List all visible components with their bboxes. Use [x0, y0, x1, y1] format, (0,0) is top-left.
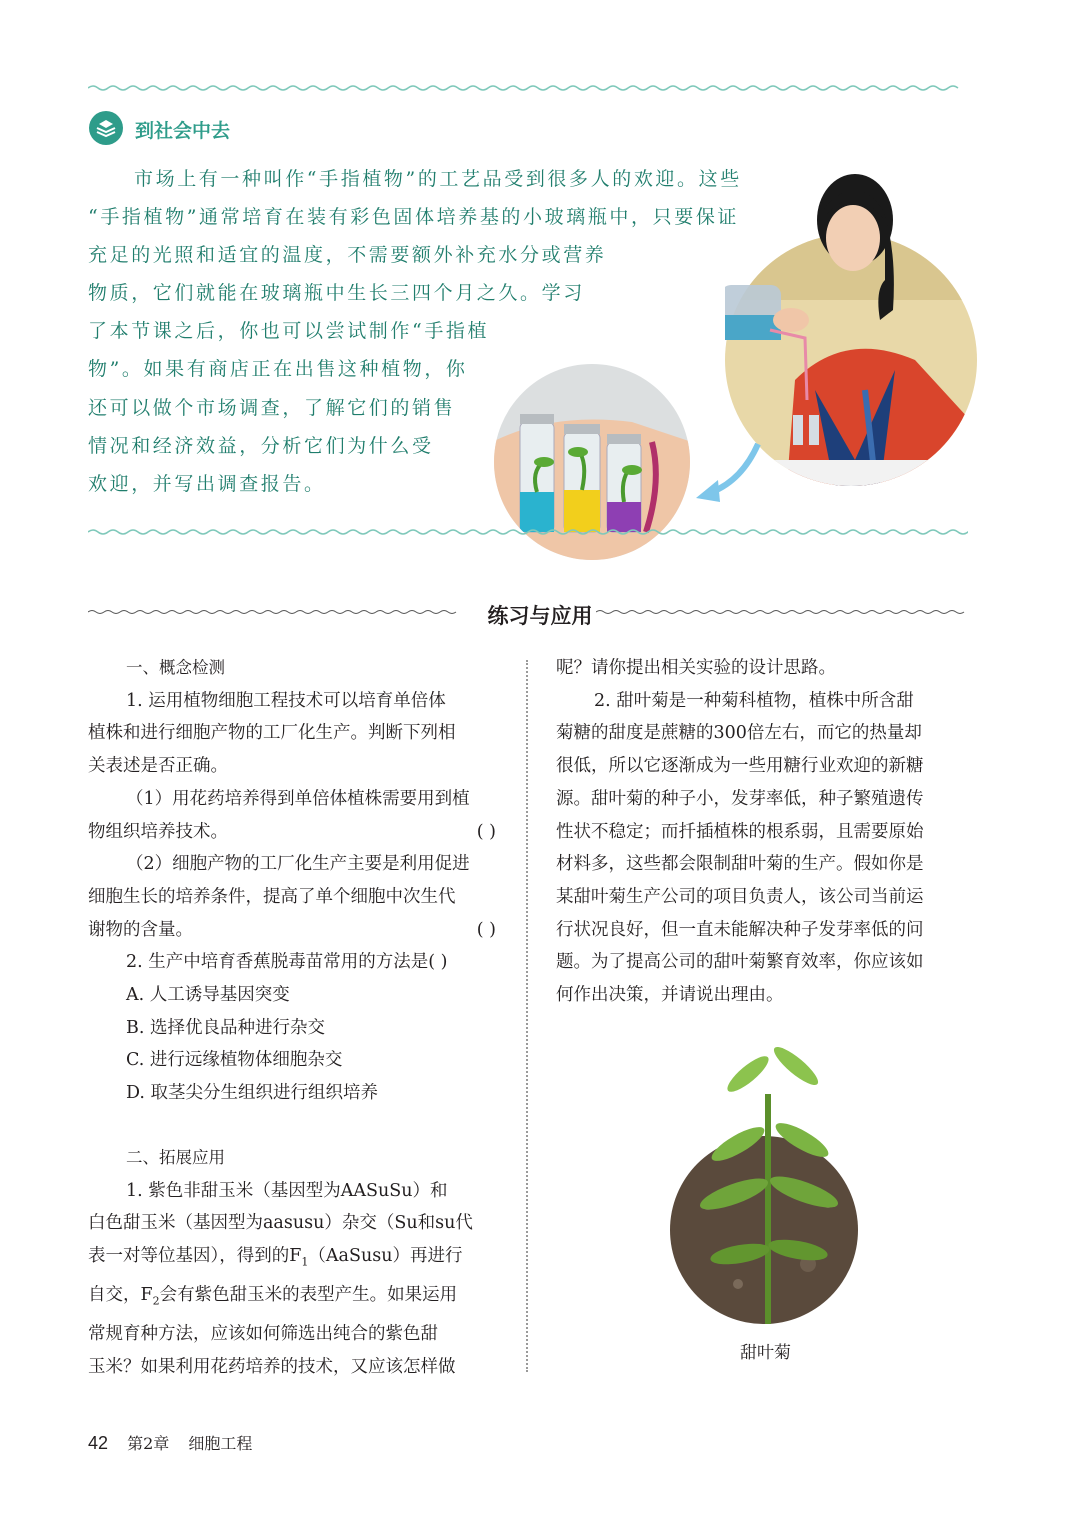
page-number: 42 [88, 1433, 109, 1453]
subscript: 1 [301, 1255, 309, 1269]
question-line: 某甜叶菊生产公司的项目负责人，该公司当前运 [556, 886, 924, 907]
chapter-title: 细胞工程 [188, 1434, 253, 1453]
exercise-title: 练习与应用 [487, 604, 593, 628]
question-line: 2. 甜叶菊是一种菊科植物，植株中所含甜 [594, 690, 914, 711]
page-footer [88, 1431, 252, 1454]
exercise-right-column [556, 652, 968, 1012]
question-text: 会有紫色甜玉米的表型产生。如果运用 [159, 1285, 458, 1306]
option-a: A. 人工诱导基因突变 [126, 985, 290, 1006]
society-line: 还可以做个市场调查，了解它们的销售 [88, 396, 456, 419]
top-wavy-divider [88, 84, 968, 92]
subscript: 2 [152, 1294, 160, 1308]
column-divider [526, 660, 528, 1372]
question-line: 材料多，这些都会限制甜叶菊的生产。假如你是 [556, 854, 924, 875]
society-line: 物”。如果有商店正在出售这种植物，你 [88, 358, 468, 381]
question-text: 表一对等位基因），得到的F [88, 1245, 302, 1266]
question-line: 题。为了提高公司的甜叶菊繁育效率，你应该如 [556, 952, 924, 973]
society-line: 充足的光照和适宜的温度，不需要额外补充水分或营养 [88, 244, 607, 267]
option-d: D. 取茎尖分生组织进行组织培养 [126, 1083, 379, 1104]
exercise-left-column [88, 652, 498, 1384]
question-text: 2. 生产中培育香蕉脱毒苗常用的方法是 [126, 952, 429, 973]
question-line: 很低，所以它逐渐成为一些用糖行业欢迎的新糖 [556, 756, 924, 777]
question-line: 1. 运用植物细胞工程技术可以培育单倍体 [126, 690, 446, 711]
question-line: 源。甜叶菊的种子小，发芽率低，种子繁殖遗传 [556, 788, 924, 809]
question-line-with-blank [88, 914, 498, 947]
society-line: 物质，它们就能在玻璃瓶中生长三四个月之久。学习 [88, 282, 585, 305]
concept-check-heading: 一、概念检测 [126, 658, 225, 677]
stevia-caption: 甜叶菊 [740, 1343, 791, 1363]
chapter-number: 第2章 [127, 1434, 170, 1453]
option-c: C. 进行远缘植物体细胞杂交 [126, 1050, 343, 1071]
question-line: （1）用花药培养得到单倍体植株需要用到植 [126, 788, 470, 809]
blue-arrow-icon [692, 440, 764, 506]
option-b: B. 选择优良品种进行杂交 [126, 1017, 325, 1038]
question-line: 呢？请你提出相关实验的设计思路。 [556, 658, 836, 678]
answer-blank[interactable]: ( ) [476, 821, 496, 842]
society-line: 市场上有一种叫作“手指植物”的工艺品受到很多人的欢迎。这些 [134, 168, 742, 190]
question-line: 白色甜玉米（基因型为aasusu）杂交（Su和su代 [88, 1213, 473, 1234]
question-line: 常规育种方法，应该如何筛选出纯合的紫色甜 [88, 1324, 438, 1345]
stevia-plant-photo [668, 1034, 864, 1326]
question-line: 玉米？如果利用花药培养的技术，又应该怎样做 [88, 1357, 456, 1378]
question-line: 1. 紫色非甜玉米（基因型为AASuSu）和 [126, 1180, 448, 1201]
bottom-wavy-divider [88, 528, 968, 536]
question-line: 何作出决策，并请说出理由。 [556, 985, 784, 1006]
society-line: 了本节课之后，你也可以尝试制作“手指植 [88, 320, 490, 343]
question-text: 谢物的含量。 [88, 919, 193, 940]
question-line: 菊糖的甜度是蔗糖的300倍左右，而它的热量却 [556, 723, 922, 744]
question-line: 细胞生长的培养条件，提高了单个细胞中次生代 [88, 886, 456, 907]
society-line: 欢迎，并写出调查报告。 [88, 472, 326, 495]
answer-blank[interactable]: ( ) [476, 919, 496, 940]
society-section-icon [88, 110, 124, 146]
question-line: 行状况良好，但一直未能解决种子发芽率低的问 [556, 919, 924, 940]
question-line [88, 1240, 498, 1279]
question-line: 植株和进行细胞产物的工厂化生产。判断下列相 [88, 723, 456, 744]
question-line: 性状不稳定；而扦插植株的根系弱，且需要原始 [556, 821, 924, 842]
question-line [88, 1279, 498, 1318]
spacer [88, 1110, 498, 1142]
society-line: 情况和经济效益，分析它们为什么受 [88, 434, 434, 457]
question-line-with-blank [88, 946, 498, 979]
question-line-with-blank [88, 816, 498, 849]
question-text: 自交，F [88, 1285, 153, 1306]
question-text: （AaSusu）再进行 [308, 1245, 463, 1266]
society-line: “手指植物”通常培育在装有彩色固体培养基的小玻璃瓶中，只要保证 [88, 206, 740, 229]
answer-blank[interactable]: ( ) [428, 952, 448, 973]
question-line: 关表述是否正确。 [88, 756, 228, 777]
extension-heading: 二、拓展应用 [126, 1147, 225, 1167]
question-line: （2）细胞产物的工厂化生产主要是利用促进 [126, 854, 470, 875]
society-section-title: 到社会中去 [135, 120, 231, 142]
question-text: 物组织培养技术。 [88, 821, 228, 842]
